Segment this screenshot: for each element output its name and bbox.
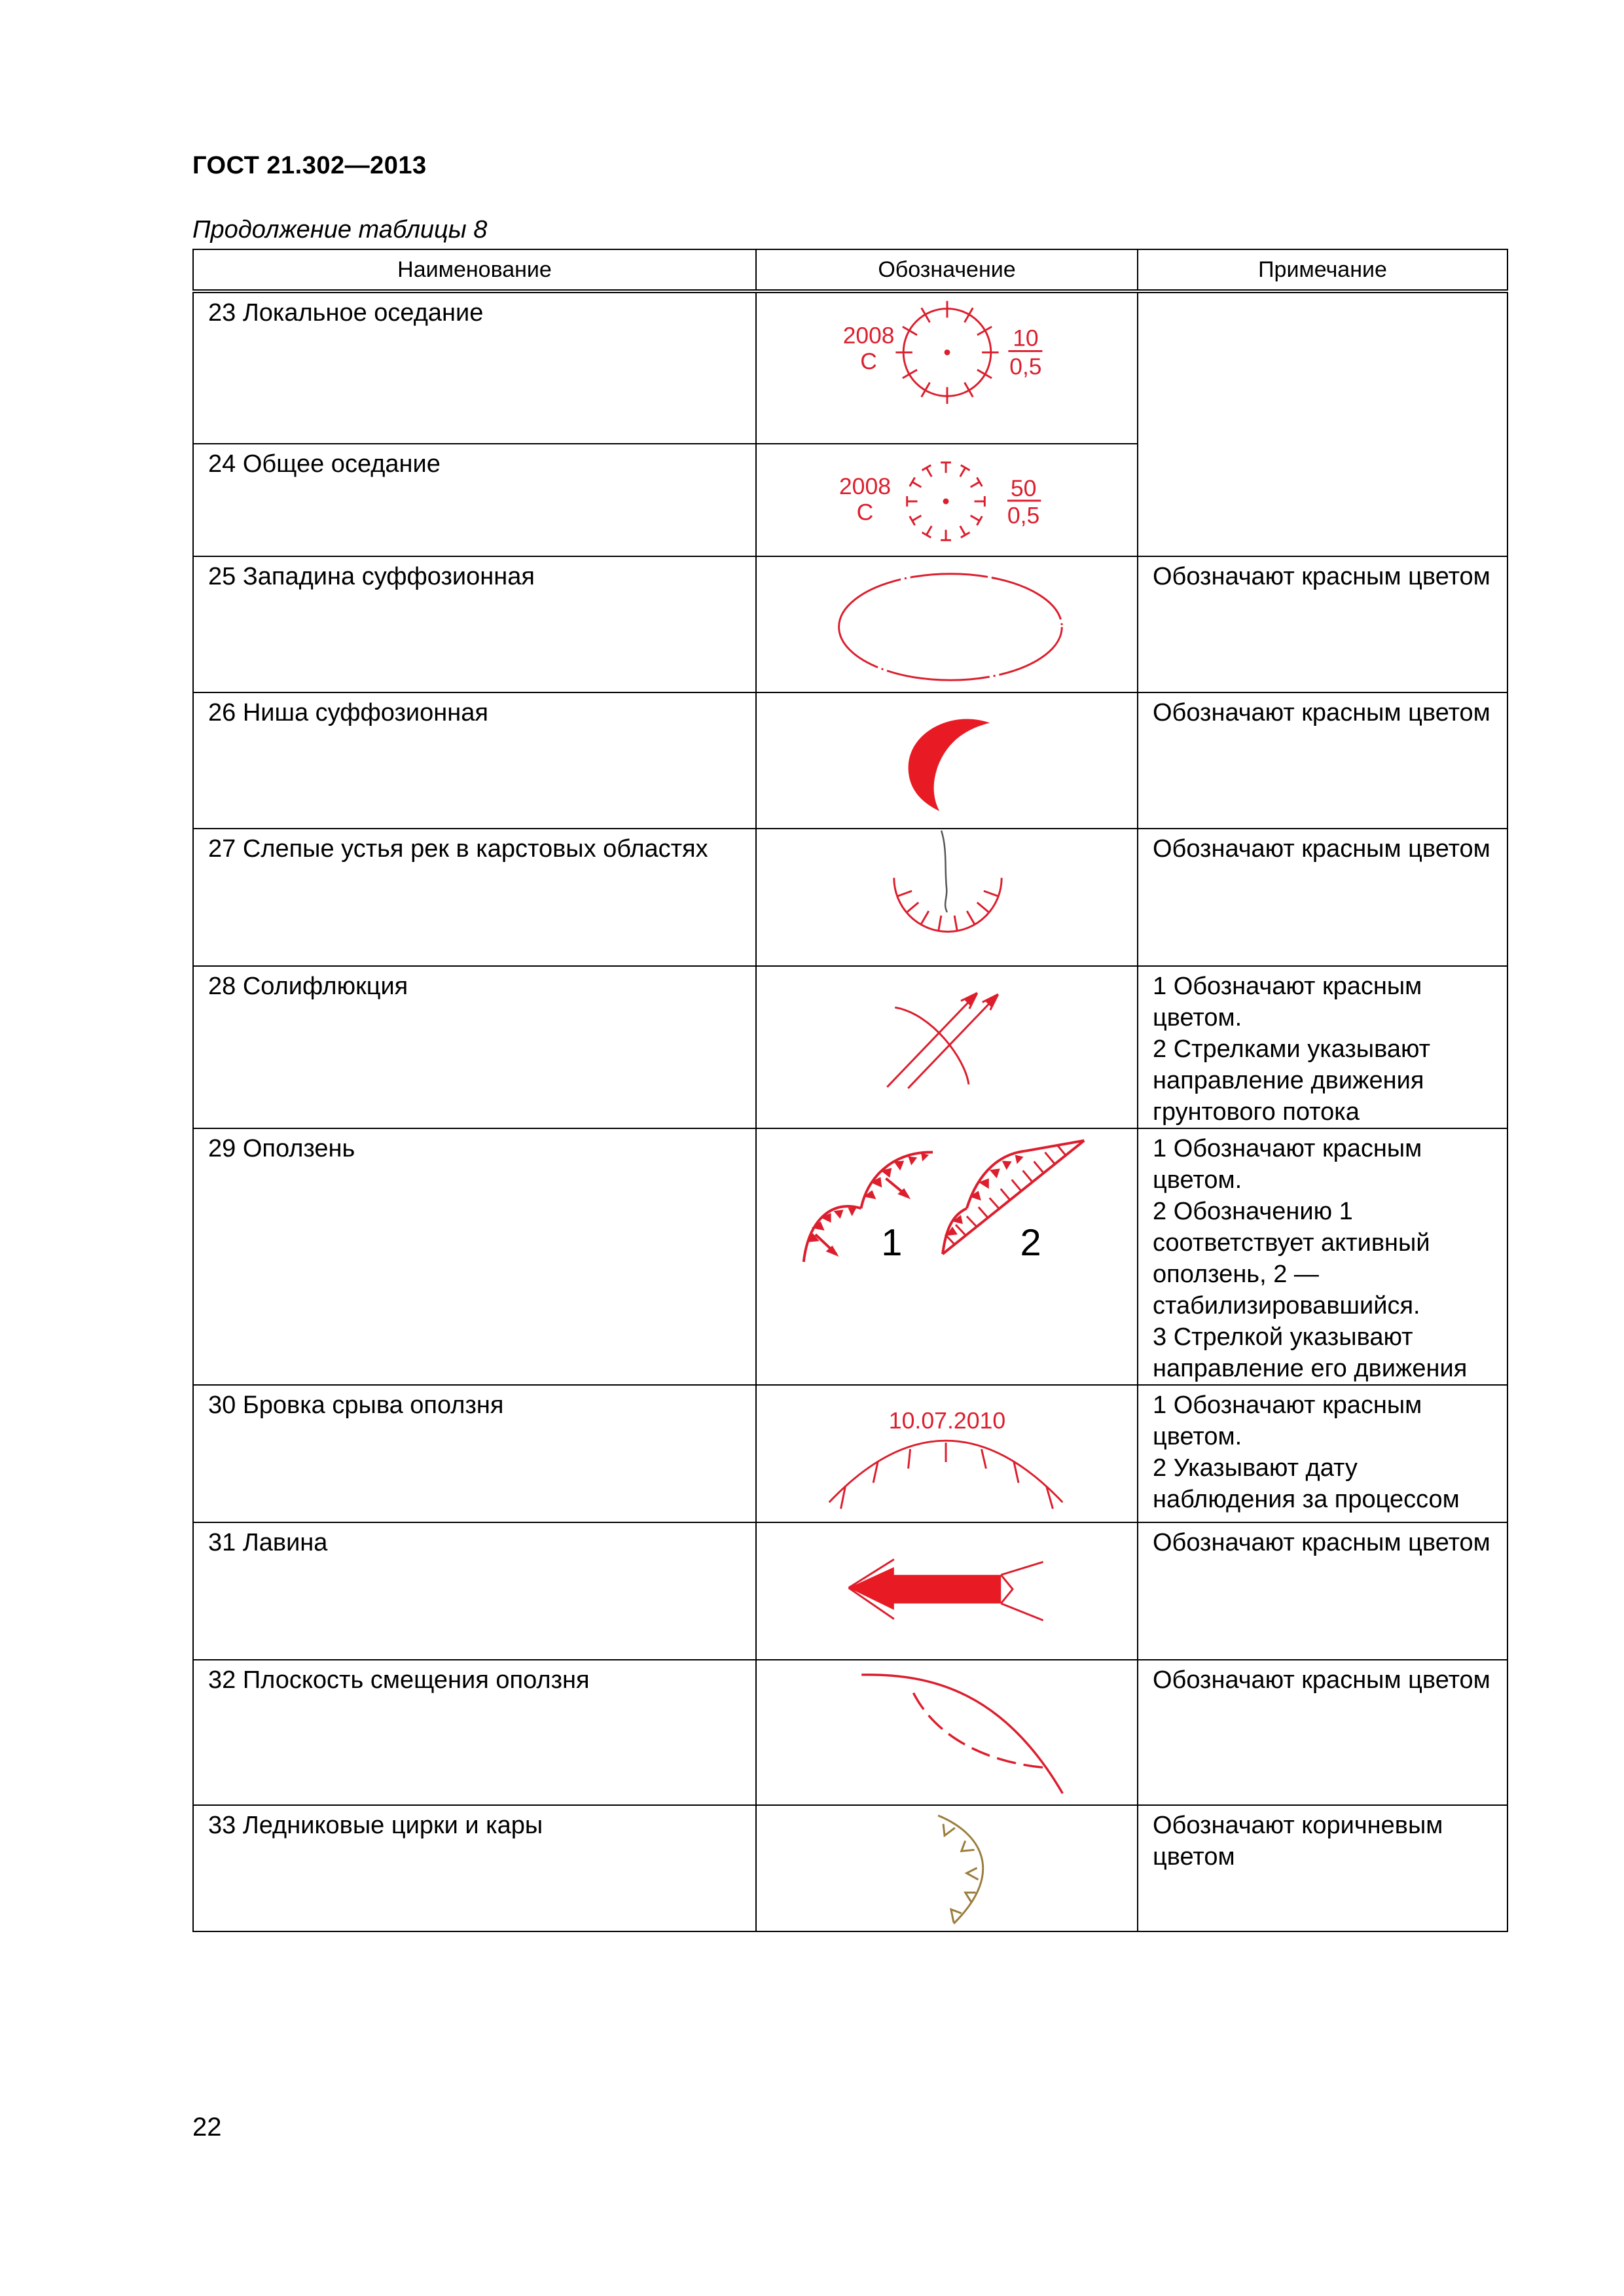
symbol-numerator-label: 50 <box>1010 475 1037 502</box>
table-row <box>193 1805 1507 1931</box>
row-symbol <box>756 1805 1138 1931</box>
row-name: 32 Плоскость смещения оползня <box>193 1660 756 1805</box>
row-name: 23 Локальное оседание <box>193 291 756 444</box>
landslide-slip-plane-icon <box>757 1660 1137 1804</box>
general-subsidence-icon <box>757 444 1137 556</box>
table-row <box>193 291 1507 444</box>
stabilized-landslide-label: 2 <box>1020 1222 1041 1265</box>
suffosion-depression-icon <box>757 557 1137 692</box>
column-header-note: Примечание <box>1138 249 1507 291</box>
row-symbol <box>756 692 1138 829</box>
row-symbol <box>756 1385 1138 1522</box>
row-symbol <box>756 966 1138 1128</box>
symbol-year-label: 2008 <box>842 323 895 349</box>
symbol-letter-label: С <box>860 348 877 374</box>
table-row <box>193 1660 1507 1805</box>
row-note: Обозначают красным цветом <box>1138 556 1507 692</box>
row-symbol <box>756 556 1138 692</box>
table-row <box>193 966 1507 1128</box>
row-name: 31 Лавина <box>193 1522 756 1660</box>
row-symbol <box>756 829 1138 966</box>
landslide-scarp-icon <box>757 1386 1137 1522</box>
row-name: 30 Бровка срыва оползня <box>193 1385 756 1522</box>
table-row <box>193 1128 1507 1385</box>
row-note: Обозначают красным цветом <box>1138 1522 1507 1660</box>
row-note: 1 Обозначают красным цветом. 2 Обозначению 1 соответствует активный оползень, 2 — стабилизировавшийся. 3 Стрелкой указывают направление его движения <box>1138 1128 1507 1385</box>
blind-river-mouth-icon <box>757 829 1137 965</box>
column-header-symbol: Обозначение <box>756 249 1138 291</box>
table-row <box>193 556 1507 692</box>
local-subsidence-icon <box>757 293 1137 443</box>
row-note <box>1138 291 1507 556</box>
row-note: 1 Обозначают красным цветом. 2 Стрелками указывают направление движения грунтового потока <box>1138 966 1507 1128</box>
row-name: 29 Оползень <box>193 1128 756 1385</box>
table-row <box>193 829 1507 966</box>
row-name: 27 Слепые устья рек в карстовых областях <box>193 829 756 966</box>
avalanche-arrow-icon <box>757 1523 1137 1659</box>
row-note: Обозначают коричневым цветом <box>1138 1805 1507 1931</box>
glacial-cirque-icon <box>757 1806 1137 1931</box>
row-note: Обозначают красным цветом <box>1138 829 1507 966</box>
row-name: 25 Западина суффозионная <box>193 556 756 692</box>
row-name: 26 Ниша суффозионная <box>193 692 756 829</box>
page-number: 22 <box>192 2113 222 2142</box>
suffosion-niche-icon <box>757 693 1137 828</box>
row-name: 24 Общее оседание <box>193 444 756 556</box>
row-name: 28 Солифлюкция <box>193 966 756 1128</box>
table-row <box>193 1385 1507 1522</box>
symbol-year-label: 2008 <box>839 473 892 500</box>
active-landslide-label: 1 <box>881 1222 903 1265</box>
row-symbol <box>756 291 1138 444</box>
symbols-table <box>192 249 1508 1932</box>
symbol-denominator-label: 0,5 <box>1009 353 1042 380</box>
table-row <box>193 1522 1507 1660</box>
row-name: 33 Ледниковые цирки и кары <box>193 1805 756 1931</box>
column-header-name: Наименование <box>193 249 756 291</box>
table-row <box>193 692 1507 829</box>
solifluction-icon <box>757 967 1137 1128</box>
row-symbol <box>756 1128 1138 1385</box>
row-symbol <box>756 444 1138 556</box>
document-header: ГОСТ 21.302—2013 <box>192 152 427 179</box>
row-note: Обозначают красным цветом <box>1138 692 1507 829</box>
observation-date-label: 10.07.2010 <box>888 1407 1006 1434</box>
row-symbol <box>756 1660 1138 1805</box>
row-symbol <box>756 1522 1138 1660</box>
symbol-numerator-label: 10 <box>1013 325 1039 351</box>
landslide-icon <box>757 1129 1137 1384</box>
symbol-letter-label: С <box>856 499 874 526</box>
row-note: 1 Обозначают красным цветом. 2 Указывают дату наблюдения за процессом <box>1138 1385 1507 1522</box>
table-header-row <box>193 249 1507 291</box>
symbol-denominator-label: 0,5 <box>1007 502 1040 529</box>
row-note: Обозначают красным цветом <box>1138 1660 1507 1805</box>
table-caption: Продолжение таблицы 8 <box>192 216 488 243</box>
